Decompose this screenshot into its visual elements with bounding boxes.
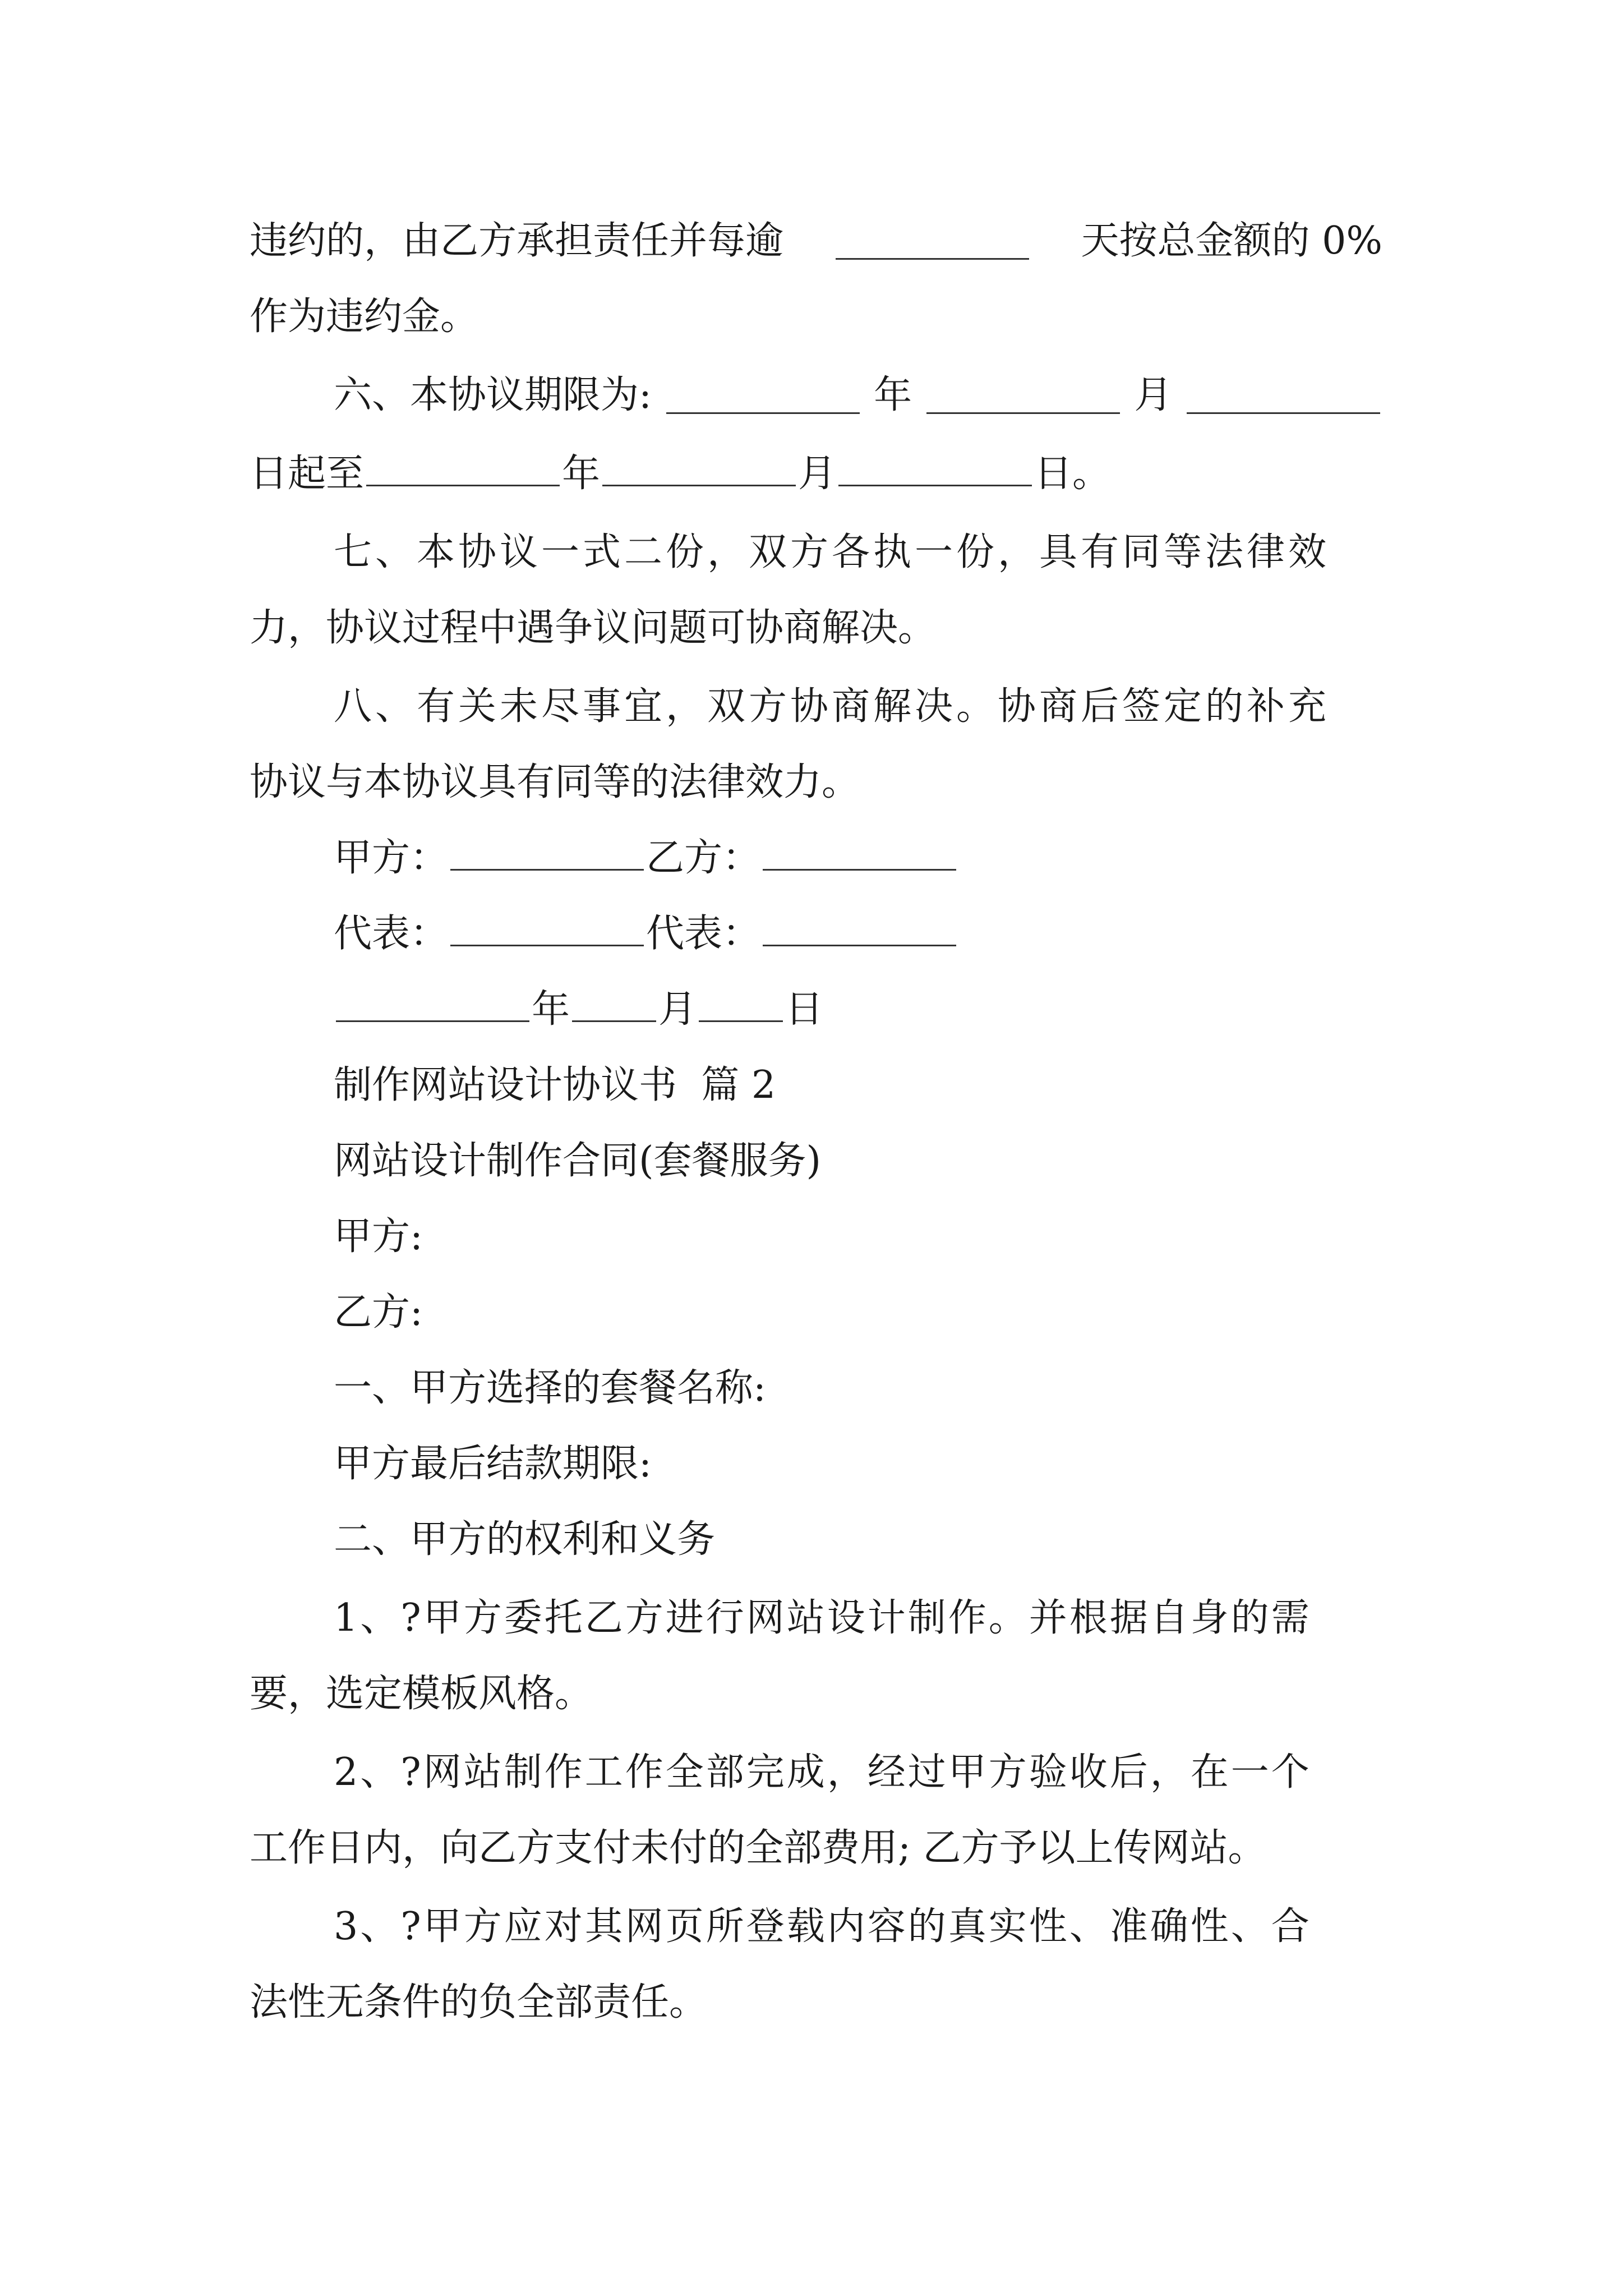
paragraph-text: 作为违约金。 xyxy=(250,295,479,339)
paragraph-text: 2、?网站制作工作全部完成，经过甲方验收后，在一个 xyxy=(334,1750,1312,1795)
year-label: 年 xyxy=(874,373,912,417)
text-line xyxy=(334,1506,1623,1573)
clause-term-line xyxy=(334,362,1382,429)
fill-in-blank[interactable] xyxy=(926,378,1120,414)
paragraph-text: 一、甲方选择的套餐名称: xyxy=(334,1366,766,1410)
text-segment: 违约的，由乙方承担责任并每逾 xyxy=(250,219,784,263)
text-line xyxy=(250,1969,1623,2036)
paragraph-text: 六、本协议期限为: xyxy=(334,373,652,417)
fill-in-blank[interactable] xyxy=(838,450,1032,486)
party-b-line xyxy=(334,1279,1623,1346)
fill-in-blank[interactable] xyxy=(450,834,644,871)
text-line xyxy=(250,595,1623,662)
paragraph-text: 力，协议过程中遇争议问题可协商解决。 xyxy=(250,606,937,650)
paragraph-text: 制作网站设计协议书 篇 2 xyxy=(334,1063,776,1107)
year-label: 年 xyxy=(562,452,601,496)
month-label: 月 xyxy=(1134,373,1173,417)
fill-in-blank[interactable] xyxy=(1187,378,1380,414)
year-label: 年 xyxy=(532,987,570,1032)
signature-party-line xyxy=(334,825,1623,892)
section-heading xyxy=(334,1052,1623,1119)
fill-in-blank[interactable] xyxy=(366,450,560,486)
text-line xyxy=(250,283,1623,351)
paragraph-text: 工作日内，向乙方支付未付的全部费用; 乙方予以上传网站。 xyxy=(250,1826,1266,1870)
paragraph-text: 协议与本协议具有同等的法律效力。 xyxy=(250,760,860,804)
text-segment: 天按总金额的 0% xyxy=(1081,219,1382,263)
rep-b-label: 代表： xyxy=(646,912,761,956)
rep-a-label: 代表： xyxy=(334,912,449,956)
fill-in-blank[interactable] xyxy=(602,450,796,486)
text-line xyxy=(250,1815,1623,1882)
fill-in-blank[interactable] xyxy=(450,910,644,946)
day-label: 日 xyxy=(785,987,824,1032)
paragraph-text: 二、甲方的权利和义务 xyxy=(334,1517,716,1562)
fill-in-blank[interactable] xyxy=(572,986,656,1022)
text-line xyxy=(334,1585,1623,1652)
paragraph-text: 七、本协议一式二份，双方各执一份，具有同等法律效 xyxy=(334,530,1330,574)
clause-term-end-line xyxy=(250,440,1623,508)
party-b-label: 乙方： xyxy=(646,836,761,880)
signature-date-line xyxy=(334,976,1623,1043)
fill-in-blank[interactable] xyxy=(666,378,860,414)
text-line xyxy=(250,749,1623,816)
text-line xyxy=(334,1739,1623,1806)
paragraph-text: 法性无条件的负全部责任。 xyxy=(250,1980,708,2024)
clause-penalty-line xyxy=(250,208,1382,275)
paragraph-text: 乙方: xyxy=(334,1290,423,1335)
party-a-line xyxy=(334,1203,1623,1271)
contract-title xyxy=(334,1128,1623,1195)
paragraph-text: 日起至 xyxy=(250,452,365,496)
fill-in-blank[interactable] xyxy=(336,986,529,1022)
fill-in-blank[interactable] xyxy=(763,910,956,946)
month-label: 月 xyxy=(798,452,837,496)
paragraph-text: 甲方最后结款期限: xyxy=(334,1442,652,1486)
fill-in-blank[interactable] xyxy=(836,223,1029,260)
text-line xyxy=(334,519,1623,586)
month-label: 月 xyxy=(658,987,697,1032)
paragraph-text: 八、有关未尽事宜，双方协商解决。协商后签定的补充 xyxy=(334,684,1330,729)
text-line xyxy=(334,673,1623,740)
text-line xyxy=(334,1355,1623,1422)
paragraph-text: 网站设计制作合同(套餐服务) xyxy=(334,1139,822,1183)
paragraph-text: 3、?甲方应对其网页所登载内容的真实性、准确性、合 xyxy=(334,1904,1312,1949)
fill-in-blank[interactable] xyxy=(763,834,956,871)
party-a-label: 甲方： xyxy=(334,836,449,880)
text-line xyxy=(250,1660,1623,1728)
signature-rep-line xyxy=(334,900,1623,968)
paragraph-text: 要，选定模板风格。 xyxy=(250,1672,593,1716)
text-line xyxy=(334,1893,1623,1961)
fill-in-blank[interactable] xyxy=(699,986,783,1022)
text-line xyxy=(334,1430,1623,1498)
paragraph-text: 1、?甲方委托乙方进行网站设计制作。并根据自身的需 xyxy=(334,1596,1312,1640)
paragraph-text: 甲方: xyxy=(334,1214,423,1259)
day-label: 日。 xyxy=(1034,452,1111,496)
